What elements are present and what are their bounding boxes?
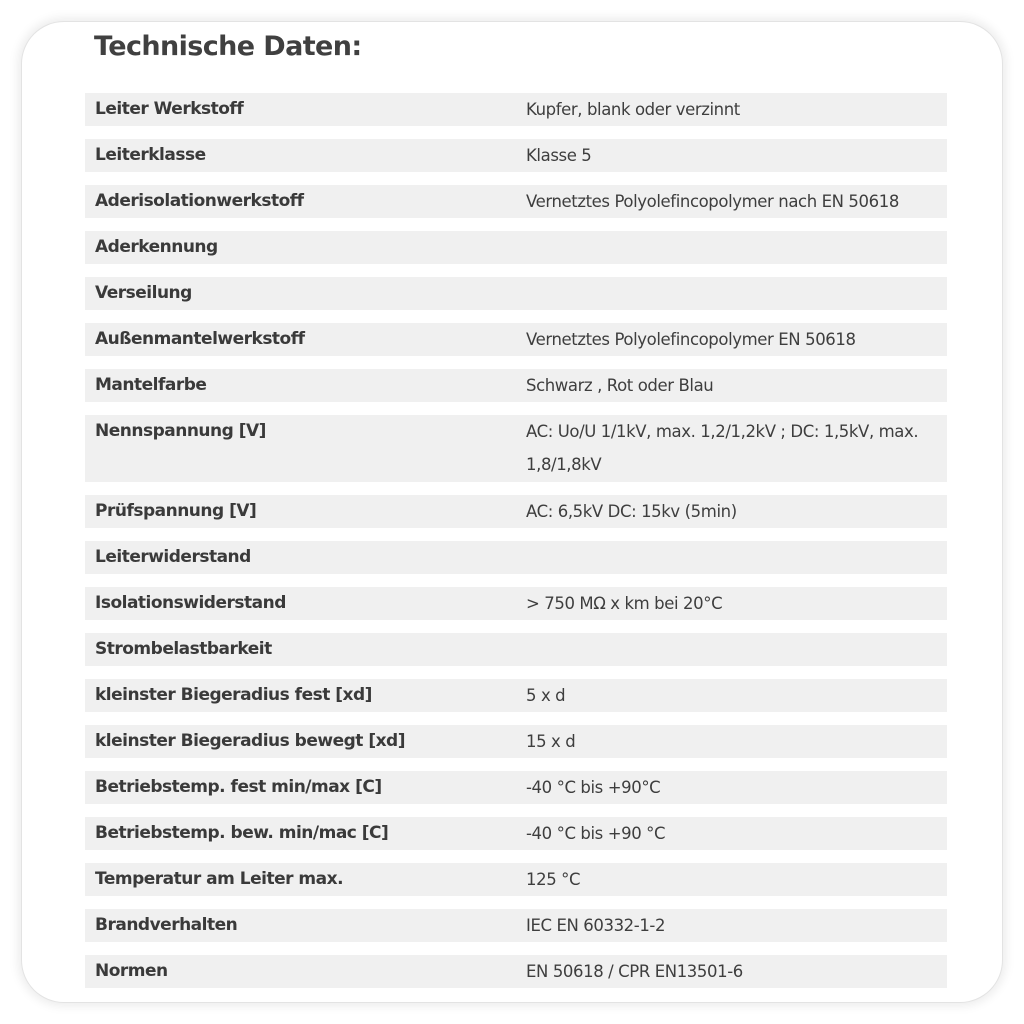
row-label: Temperatur am Leiter max. bbox=[95, 869, 344, 889]
spec-table bbox=[85, 93, 947, 1001]
table-row bbox=[85, 139, 947, 172]
row-value: 5 x d bbox=[526, 686, 566, 705]
table-row bbox=[85, 277, 947, 310]
row-label: Nennspannung [V] bbox=[95, 421, 266, 441]
table-row bbox=[85, 633, 947, 666]
row-label: Betriebstemp. fest min/max [C] bbox=[95, 777, 382, 797]
row-label: Leiterwiderstand bbox=[95, 547, 251, 567]
table-row bbox=[85, 909, 947, 942]
table-row bbox=[85, 817, 947, 850]
row-value: Vernetztes Polyolefincopolymer EN 50618 bbox=[526, 330, 856, 349]
page-title: Technische Daten: bbox=[94, 31, 362, 62]
row-value: AC: 6,5kV DC: 15kv (5min) bbox=[526, 502, 737, 521]
row-label: Betriebstemp. bew. min/mac [C] bbox=[95, 823, 389, 843]
table-row bbox=[85, 231, 947, 264]
technical-data-card bbox=[22, 22, 1002, 1002]
table-row bbox=[85, 679, 947, 712]
row-label: Brandverhalten bbox=[95, 915, 238, 935]
row-label: Strombelastbarkeit bbox=[95, 639, 272, 659]
row-value: AC: Uo/U 1/1kV, max. 1,2/1,2kV ; DC: 1,5kV, max. 1,8/1,8kV bbox=[526, 422, 919, 474]
table-row bbox=[85, 323, 947, 356]
row-value: Vernetztes Polyolefincopolymer nach EN 50618 bbox=[526, 192, 899, 211]
row-value: > 750 MΩ x km bei 20°C bbox=[526, 594, 723, 613]
table-row bbox=[85, 725, 947, 758]
row-label: kleinster Biegeradius bewegt [xd] bbox=[95, 731, 405, 751]
row-value: 15 x d bbox=[526, 732, 576, 751]
row-label: Mantelfarbe bbox=[95, 375, 207, 395]
row-label: Verseilung bbox=[95, 283, 192, 303]
row-value: IEC EN 60332-1-2 bbox=[526, 916, 666, 935]
row-value: -40 °C bis +90°C bbox=[526, 778, 661, 797]
row-label: kleinster Biegeradius fest [xd] bbox=[95, 685, 372, 705]
row-value: Kupfer, blank oder verzinnt bbox=[526, 100, 740, 119]
row-value: Klasse 5 bbox=[526, 146, 592, 165]
table-row bbox=[85, 369, 947, 402]
row-label: Aderkennung bbox=[95, 237, 218, 257]
table-row bbox=[85, 771, 947, 804]
row-value: EN 50618 / CPR EN13501-6 bbox=[526, 962, 743, 981]
row-label: Leiter Werkstoff bbox=[95, 99, 244, 119]
row-label: Isolationswiderstand bbox=[95, 593, 286, 613]
table-row bbox=[85, 185, 947, 218]
row-value: -40 °C bis +90 °C bbox=[526, 824, 666, 843]
table-row bbox=[85, 415, 947, 482]
table-row bbox=[85, 93, 947, 126]
row-label: Prüfspannung [V] bbox=[95, 501, 257, 521]
table-row bbox=[85, 863, 947, 896]
row-label: Normen bbox=[95, 961, 168, 981]
row-value: 125 °C bbox=[526, 870, 581, 889]
row-value: Schwarz , Rot oder Blau bbox=[526, 376, 714, 395]
table-row bbox=[85, 587, 947, 620]
row-label: Leiterklasse bbox=[95, 145, 206, 165]
row-label: Aderisolationwerkstoff bbox=[95, 191, 304, 211]
row-label: Außenmantelwerkstoff bbox=[95, 329, 305, 349]
table-row bbox=[85, 955, 947, 988]
table-row bbox=[85, 541, 947, 574]
table-row bbox=[85, 495, 947, 528]
